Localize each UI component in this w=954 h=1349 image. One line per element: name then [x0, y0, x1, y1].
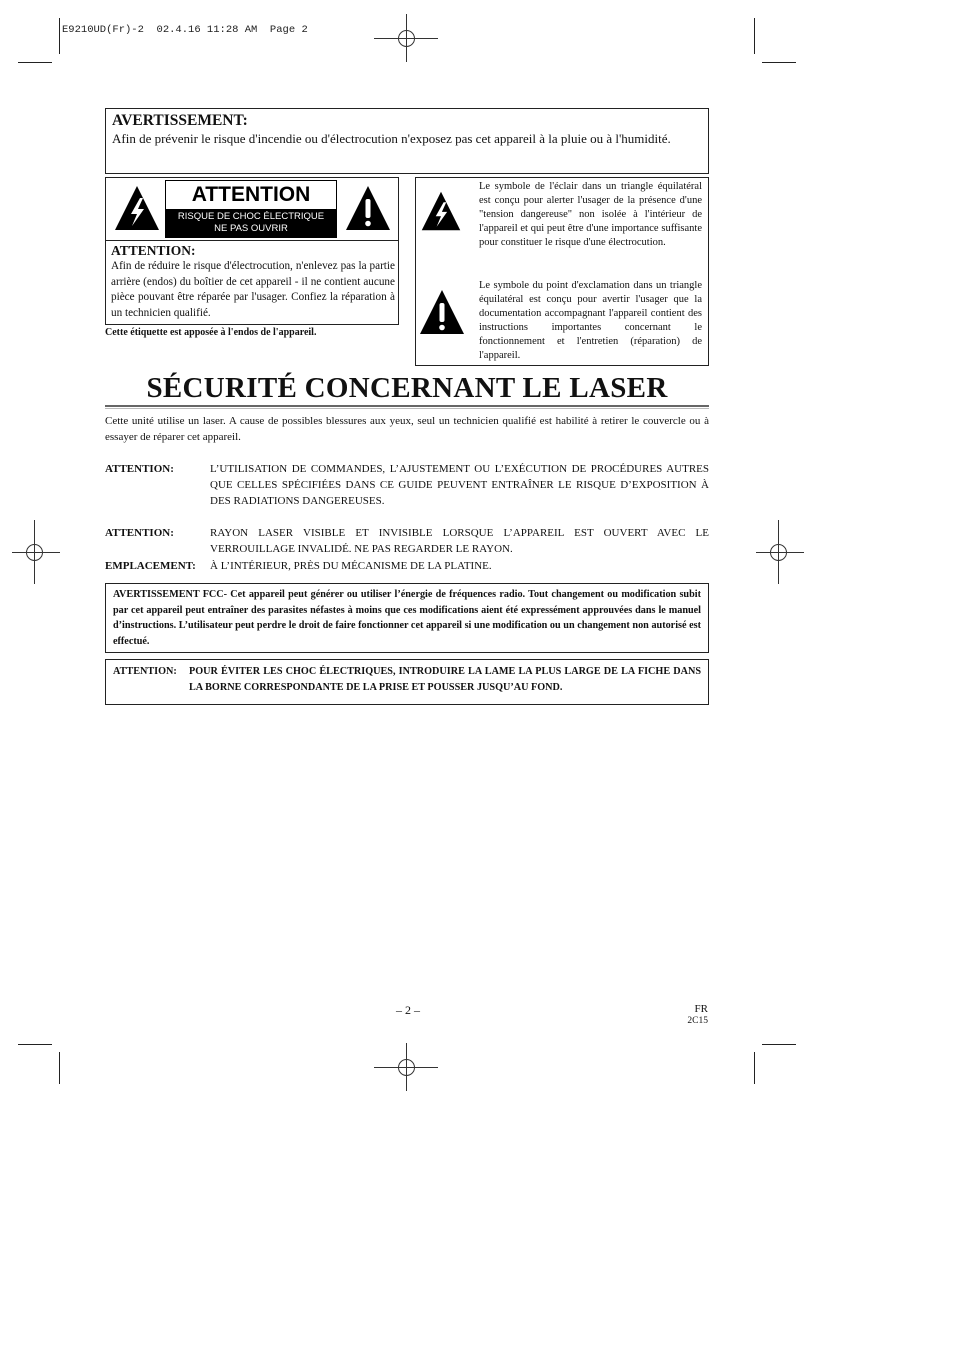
crop-mark	[762, 62, 796, 63]
laser-row-text: À L’INTÉRIEUR, PRÈS DU MÉCANISME DE LA PLATINE.	[210, 560, 492, 572]
shock-risk-line2: NE PAS OUVRIR	[214, 223, 288, 234]
warning-heading: AVERTISSEMENT:	[112, 112, 248, 129]
laser-row-label: ATTENTION:	[105, 463, 174, 475]
attention-sticker	[165, 180, 337, 238]
laser-row-text: L’UTILISATION DE COMMANDES, L’AJUSTEMENT OU L’EXÉCUTION DE PROCÉDURES AUTRES QUE CELLES SPÉCIFIÉES DANS CE GUIDE PEUVENT ENTRAÎNER LE RISQUE D’EXPOSITION À DES RADIATIONS DANGEREUSES.	[210, 463, 709, 507]
attention-label-box	[105, 177, 399, 325]
plug-warning	[113, 664, 701, 695]
page-number: – 2 –	[396, 1003, 420, 1017]
attention-text: Afin de réduire le risque d'électrocution, n'enlevez pas la partie arrière (endos) du boîtier de cet appareil - il ne contient aucune pièce pouvant être réparée par l'usager. Confiez la réparation à un technicien qualifié.	[111, 260, 395, 319]
shock-risk-line1: RISQUE DE CHOC ÉLECTRIQUE	[177, 211, 325, 222]
shock-risk-banner	[166, 209, 336, 237]
fcc-warning-box	[105, 583, 709, 653]
label-note: Cette étiquette est apposée à l'endos de l'appareil.	[105, 327, 317, 338]
laser-row-label: EMPLACEMENT:	[105, 560, 196, 572]
crop-mark	[18, 62, 52, 63]
plug-warning-box	[105, 659, 709, 705]
lightning-symbol-text: Le symbole de l'éclair dans un triangle équilatéral est conçu pour alerter l'usager de la présence d'une "tension dangereuse" non isolée à l'intérieur de l'appareil et qui peut être d'une importance suffisante pour constituer le risque d'une électrocution.	[479, 181, 702, 248]
crop-mark	[18, 1044, 52, 1045]
crop-mark	[59, 1052, 60, 1084]
laser-row-text: RAYON LASER VISIBLE ET INVISIBLE LORSQUE L’APPAREIL EST OUVERT AVEC LE VERROUILLAGE INVALIDÉ. NE PAS REGARDER LE RAYON.	[210, 527, 709, 555]
warning-text: Afin de prévenir le risque d'incendie ou d'électrocution n'exposez pas cet appareil à la pluie ou à l'humidité.	[112, 131, 671, 146]
language-code: FR	[694, 1003, 708, 1015]
crop-mark	[754, 18, 755, 54]
crop-mark	[59, 18, 60, 54]
lightning-warning-icon	[113, 184, 161, 232]
attention-label-graphic	[106, 178, 398, 241]
exclamation-warning-icon	[344, 184, 392, 232]
plug-warning-label: ATTENTION:	[113, 666, 177, 677]
title-rule	[105, 408, 709, 409]
warning-box	[105, 108, 709, 174]
print-header: E9210UD(Fr)-2 02.4.16 11:28 AM Page 2	[62, 24, 308, 36]
laser-safety-title: SÉCURITÉ CONCERNANT LE LASER	[146, 372, 668, 404]
crop-mark	[754, 1052, 755, 1084]
attention-word: ATTENTION	[191, 183, 311, 206]
exclamation-symbol-text: Le symbole du point d'exclamation dans un triangle équilatéral est conçu pour avertir l'usager que la documentation accompagnant l'appareil contient des instructions importantes concernant le fonctionnement et l'entretien (réparation) de l'appareil.	[479, 280, 702, 361]
exclamation-warning-icon	[418, 288, 466, 336]
laser-intro: Cette unité utilise un laser. A cause de possibles blessures aux yeux, seul un technicien qualifié est habilité à retirer le couvercle ou à essayer de réparer cet appareil.	[105, 415, 709, 443]
laser-row-label: ATTENTION:	[105, 527, 174, 539]
attention-body	[111, 243, 395, 321]
title-rule	[105, 405, 709, 407]
lightning-warning-icon	[420, 190, 462, 232]
plug-warning-text: POUR ÉVITER LES CHOC ÉLECTRIQUES, INTRODUIRE LA LAME LA PLUS LARGE DE LA FICHE DANS LA BORNE CORRESPONDANTE DE LA PRISE ET POUSSER JUSQU’AU FOND.	[189, 666, 701, 693]
crop-mark	[762, 1044, 796, 1045]
attention-heading: ATTENTION:	[111, 243, 196, 258]
fcc-warning-text: AVERTISSEMENT FCC- Cet appareil peut générer ou utiliser l’énergie de fréquences radio. Tout changement ou modification subit par cet appareil peut entraîner des parasites néfastes à moins que ces modifications aient été expressément approuvées dans le manuel d’instructions. L’utilisateur peut perdre le droit de faire fonctionner cet appareil si une modification ou un changement non autorisé est effectué.	[113, 589, 701, 647]
document-code: 2C15	[687, 1016, 708, 1026]
symbols-box	[415, 177, 709, 366]
page-code	[660, 1003, 708, 1027]
